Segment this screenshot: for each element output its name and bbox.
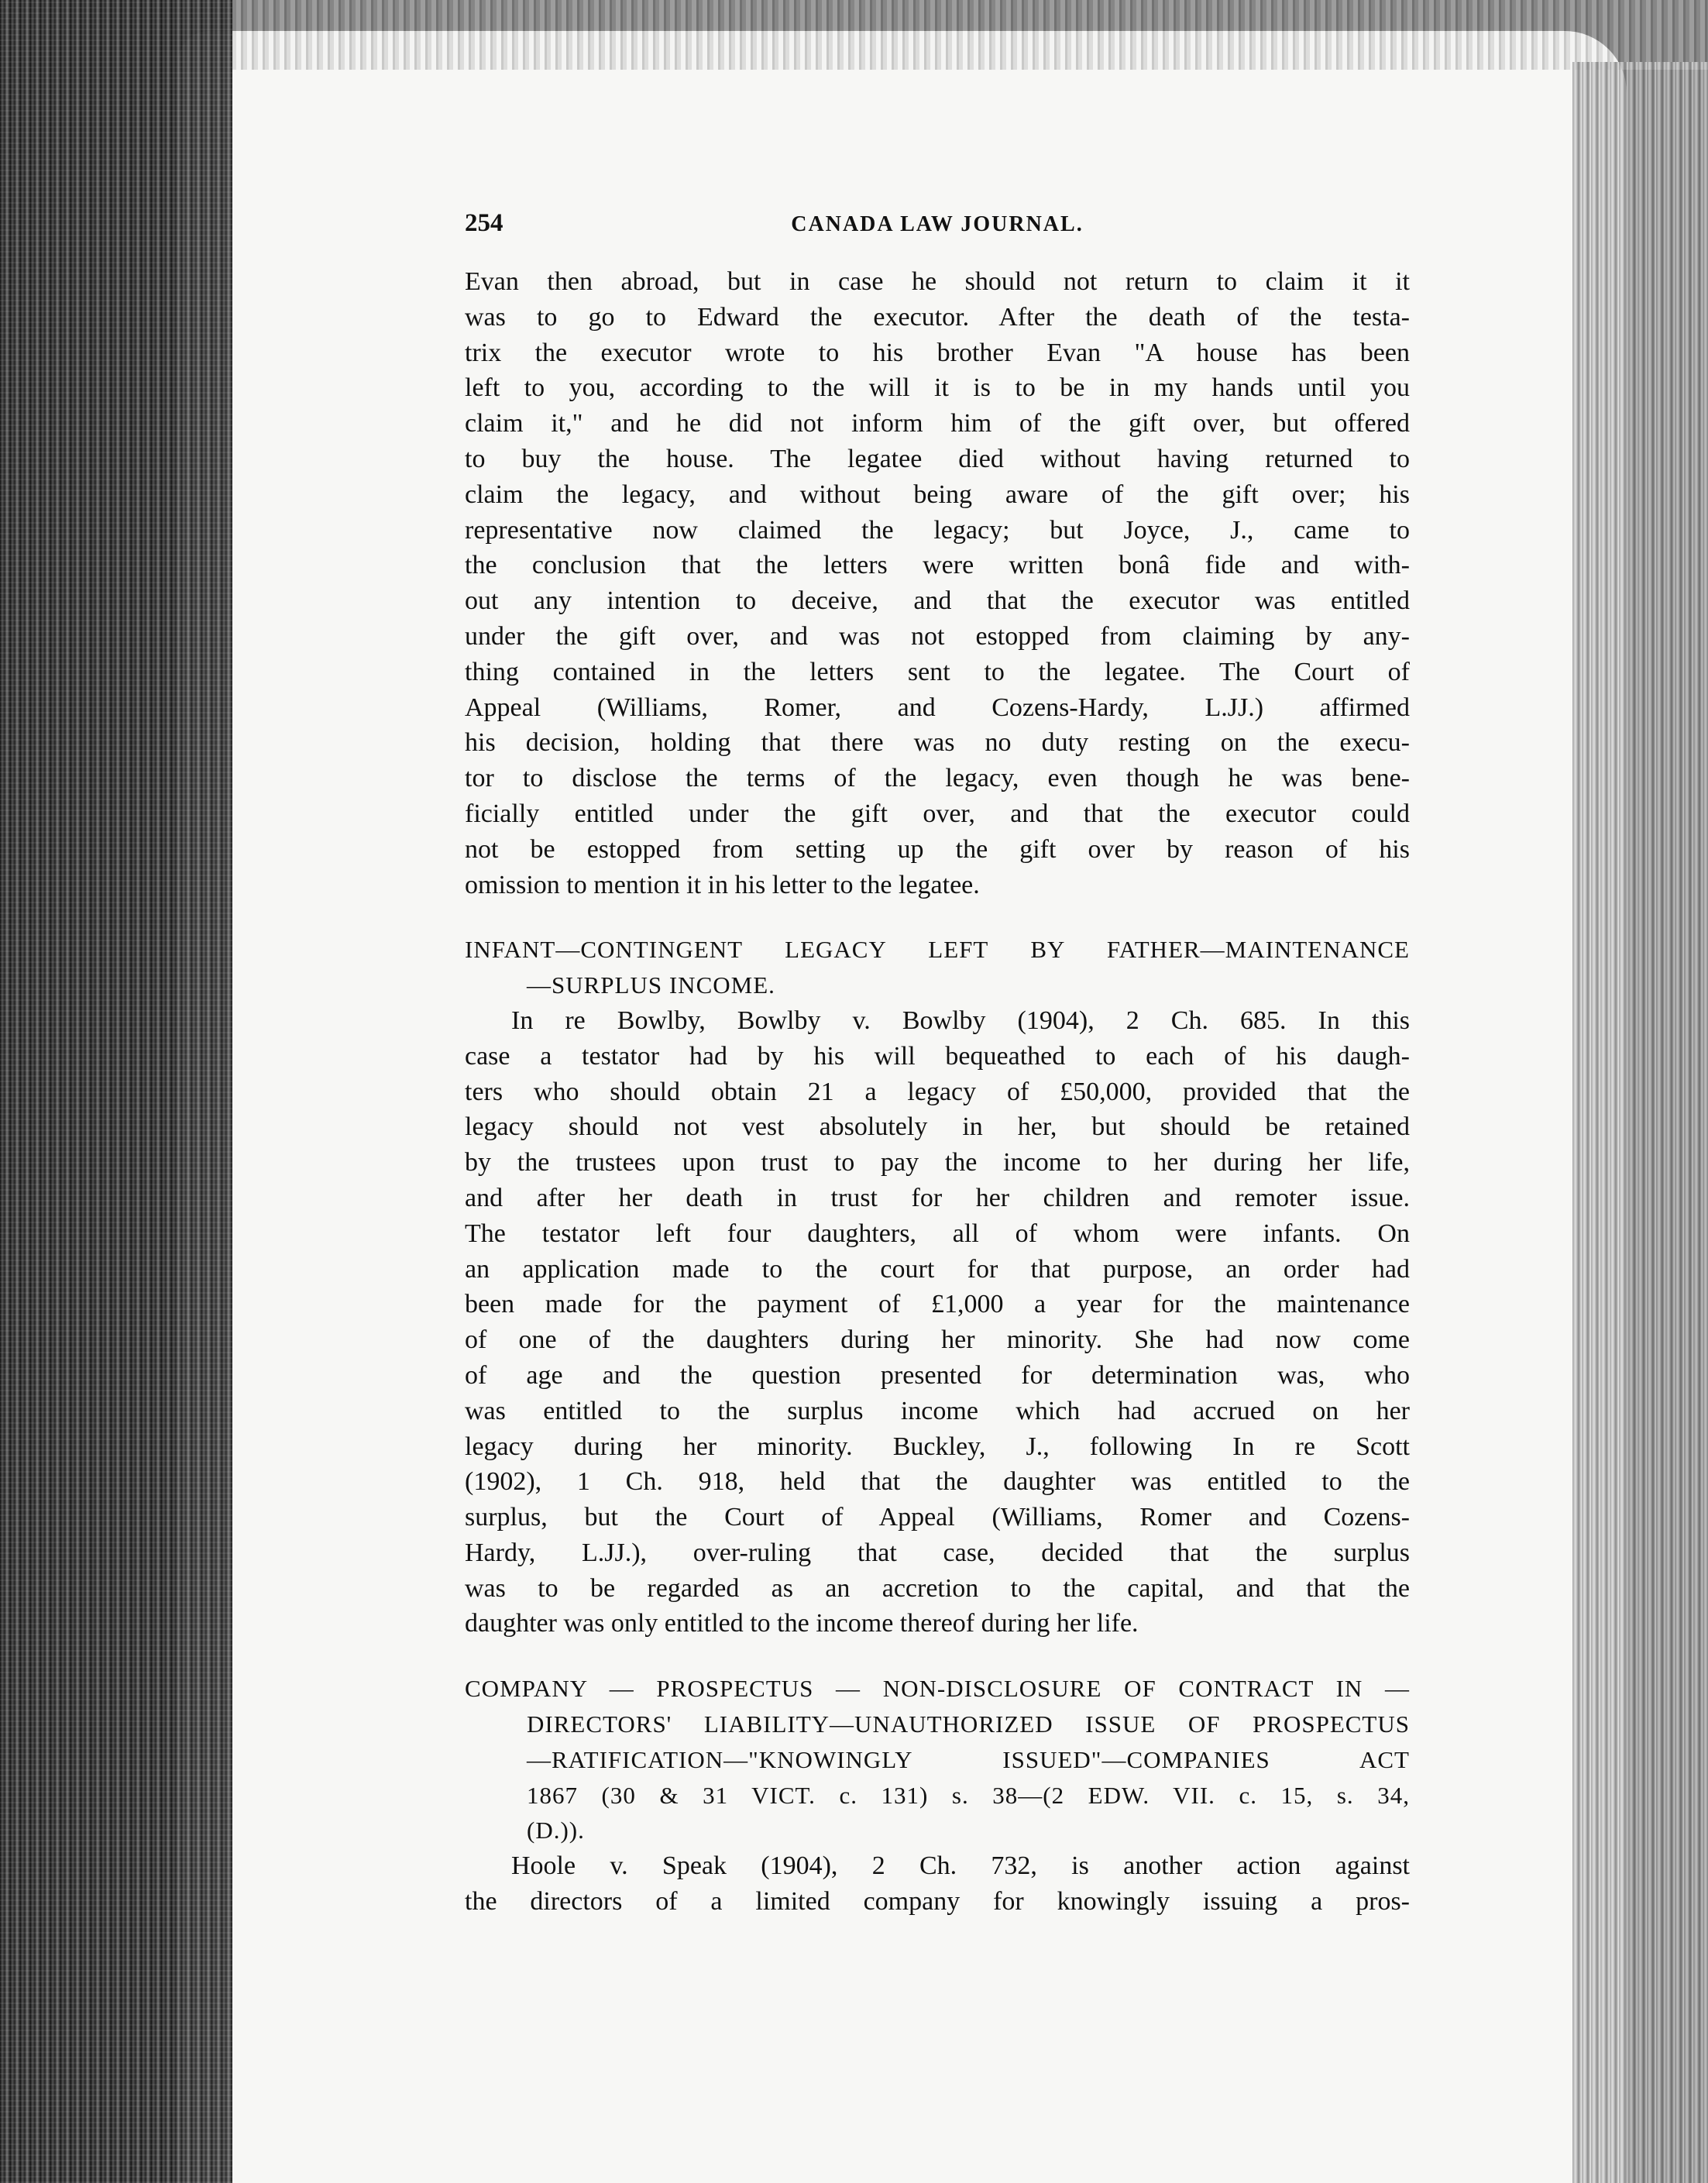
text-line: his decision, holding that there was no duty resting on the execu- bbox=[465, 728, 1410, 758]
text-line: the directors of a limited company for knowingly issuing a pros- bbox=[465, 1887, 1410, 1917]
page-content bbox=[465, 209, 1410, 1920]
text-line: omission to mention it in his letter to the legatee. bbox=[465, 870, 980, 899]
text-line: of age and the question presented for determination was, who bbox=[465, 1360, 1410, 1390]
heading-line: —RATIFICATION—"KNOWINGLY ISSUED"—COMPANIES ACT bbox=[527, 1745, 1410, 1773]
text-line: Hardy, L.JJ.), over-ruling that case, decided that the surplus bbox=[465, 1538, 1410, 1567]
text-line: surplus, but the Court of Appeal (Williams, Romer and Cozens- bbox=[465, 1503, 1410, 1532]
heading-line: INFANT—CONTINGENT LEGACY LEFT BY FATHER—MAINTENANCE bbox=[465, 936, 1410, 964]
right-page-edges bbox=[1572, 62, 1708, 2183]
text-line: legacy during her minority. Buckley, J., following In re Scott bbox=[465, 1432, 1410, 1461]
text-line: case a testator had by his will bequeathed to each of his daugh- bbox=[465, 1041, 1410, 1071]
text-line: was to go to Edward the executor. After the death of the testa- bbox=[465, 302, 1410, 332]
paragraph-bowlby bbox=[465, 1003, 1410, 1642]
text-line: In re Bowlby, Bowlby v. Bowlby (1904), 2 Ch. 685. In this bbox=[511, 1006, 1410, 1035]
text-line: was entitled to the surplus income which had accrued on her bbox=[465, 1396, 1410, 1425]
text-line: under the gift over, and was not estopped from claiming by any- bbox=[465, 621, 1410, 651]
text-line: Appeal (Williams, Romer, and Cozens-Hardy, L.JJ.) affirmed bbox=[465, 693, 1410, 722]
page-number: 254 bbox=[465, 209, 503, 237]
text-line: claim the legacy, and without being aware of the gift over; his bbox=[465, 480, 1410, 509]
text-line: (1902), 1 Ch. 918, held that the daughter was entitled to the bbox=[465, 1467, 1410, 1497]
running-header bbox=[465, 209, 1410, 238]
text-line: an application made to the court for that purpose, an order had bbox=[465, 1254, 1410, 1284]
text-line: the conclusion that the letters were written bonâ fide and with- bbox=[465, 551, 1410, 580]
text-line: ficially entitled under the gift over, and that the executor could bbox=[465, 799, 1410, 828]
text-line: left to you, according to the will it is to be in my hands until you bbox=[465, 373, 1410, 403]
text-line: trix the executor wrote to his brother Evan "A house has been bbox=[465, 338, 1410, 367]
text-line: to buy the house. The legatee died without having returned to bbox=[465, 444, 1410, 473]
text-line: and after her death in trust for her children and remoter issue. bbox=[465, 1183, 1410, 1212]
text-line: of one of the daughters during her minority. She had now come bbox=[465, 1325, 1410, 1355]
text-line: ters who should obtain 21 a legacy of £50,000, provided that the bbox=[465, 1077, 1410, 1106]
heading-line: 1867 (30 & 31 VICT. c. 131) s. 38—(2 EDW. VII. c. 15, s. 34, bbox=[527, 1781, 1410, 1809]
text-line: The testator left four daughters, all of whom were infants. On bbox=[465, 1219, 1410, 1248]
text-line: tor to disclose the terms of the legacy, even though he was bene- bbox=[465, 764, 1410, 793]
heading-line: (D.)). bbox=[527, 1817, 585, 1844]
journal-title: CANADA LAW JOURNAL. bbox=[791, 212, 1084, 236]
heading-line: DIRECTORS' LIABILITY—UNAUTHORIZED ISSUE OF PROSPECTUS bbox=[527, 1710, 1410, 1738]
text-line: claim it," and he did not inform him of the gift over, but offered bbox=[465, 409, 1410, 438]
paragraph-hoole bbox=[465, 1848, 1410, 1920]
text-line: been made for the payment of £1,000 a year for the maintenance bbox=[465, 1290, 1410, 1319]
heading-line: COMPANY — PROSPECTUS — NON-DISCLOSURE OF CONTRACT IN — bbox=[465, 1675, 1410, 1703]
text-line: Evan then abroad, but in case he should not return to claim it it bbox=[465, 267, 1410, 296]
paragraph-continuation bbox=[465, 264, 1410, 902]
text-line: legacy should not vest absolutely in her, but should be retained bbox=[465, 1112, 1410, 1142]
text-line: was to be regarded as an accretion to the capital, and that the bbox=[465, 1573, 1410, 1603]
text-line: Hoole v. Speak (1904), 2 Ch. 732, is another action against bbox=[511, 1851, 1410, 1881]
text-line: by the trustees upon trust to pay the income to her during her life, bbox=[465, 1148, 1410, 1177]
book-binding bbox=[0, 0, 232, 2183]
text-line: thing contained in the letters sent to the legatee. The Court of bbox=[465, 657, 1410, 686]
section-heading-infant bbox=[465, 932, 1410, 1003]
text-line: daughter was only entitled to the income thereof during her life. bbox=[465, 1609, 1139, 1638]
text-line: out any intention to deceive, and that the executor was entitled bbox=[465, 586, 1410, 616]
text-line: not be estopped from setting up the gift over by reason of his bbox=[465, 834, 1410, 864]
section-heading-company bbox=[465, 1671, 1410, 1848]
top-page-edge bbox=[178, 0, 1708, 70]
text-line: representative now claimed the legacy; but Joyce, J., came to bbox=[465, 515, 1410, 545]
heading-line: —SURPLUS INCOME. bbox=[527, 971, 775, 999]
